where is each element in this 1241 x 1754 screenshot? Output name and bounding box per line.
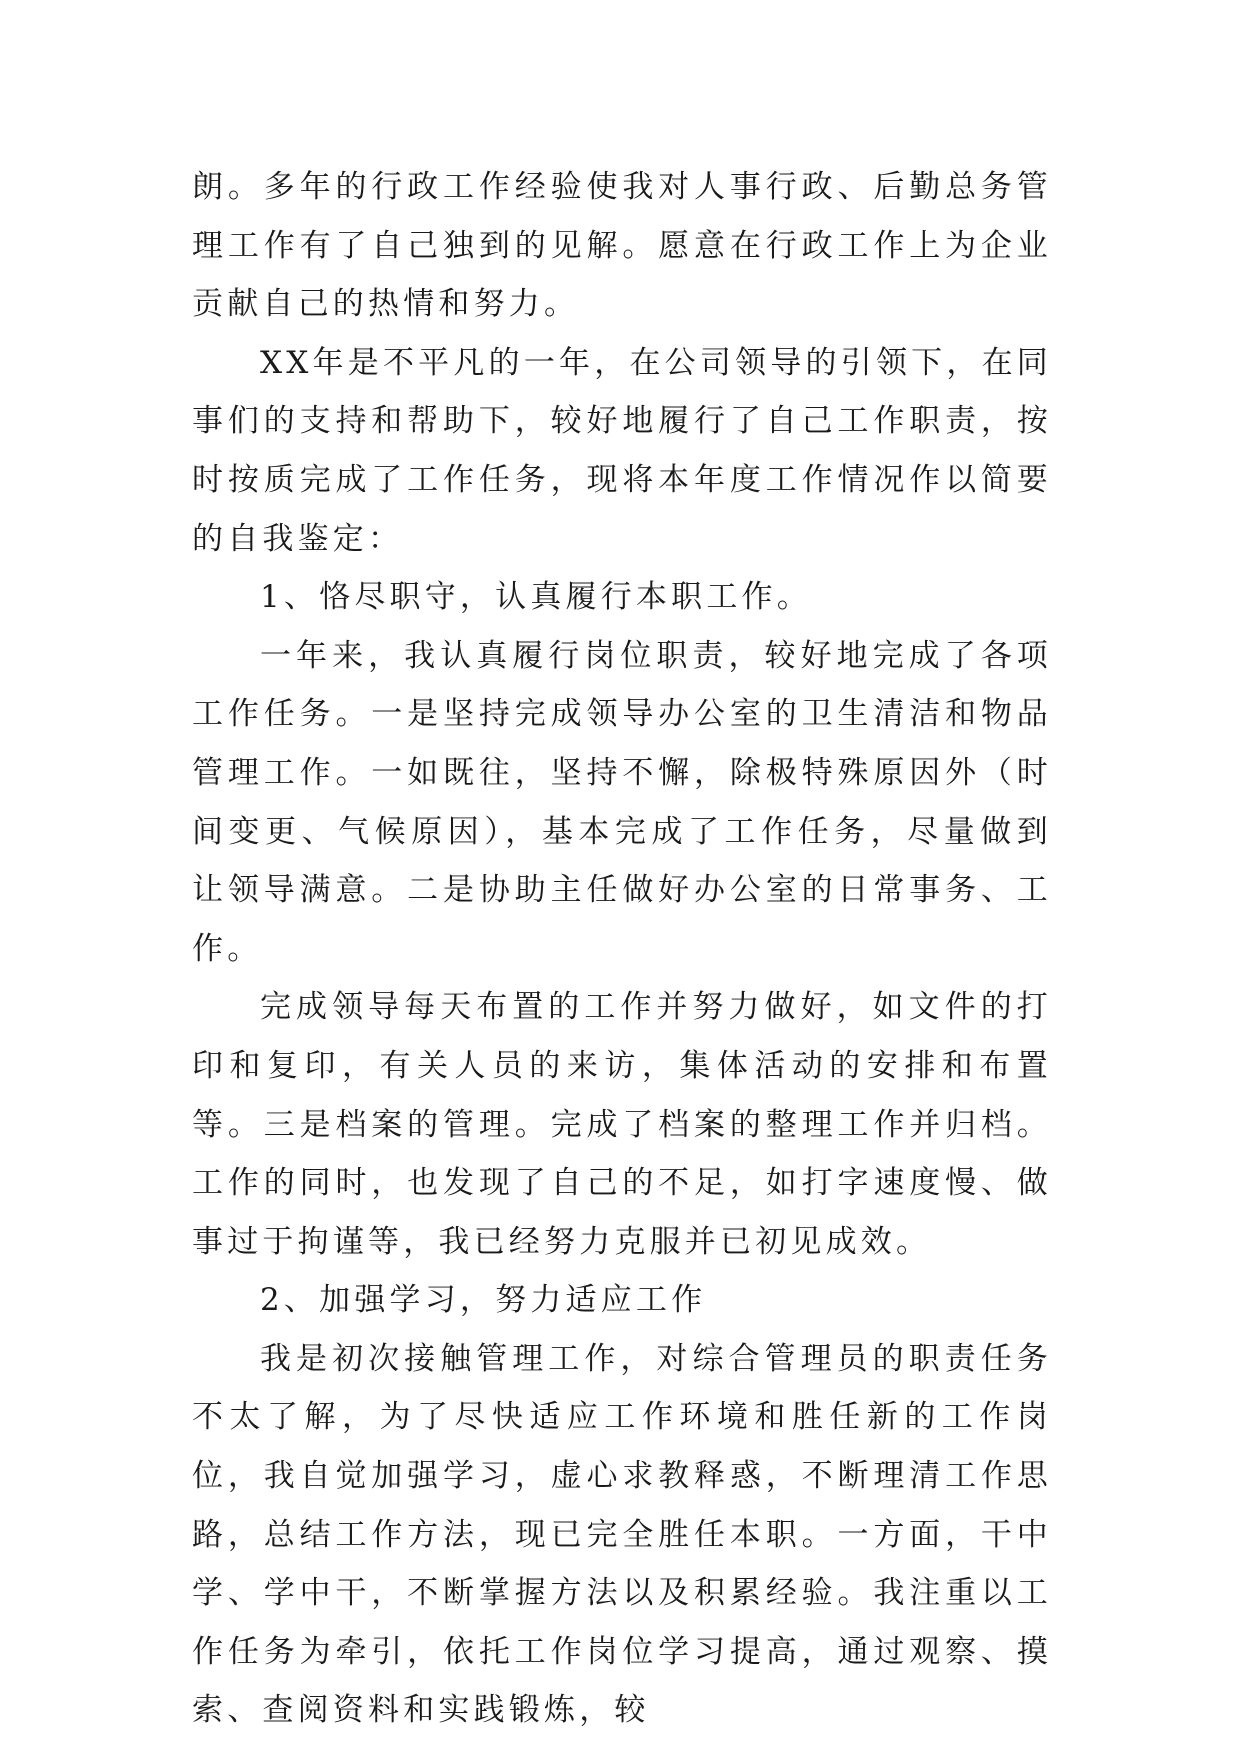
paragraph-2: XX年是不平凡的一年，在公司领导的引领下，在同事们的支持和帮助下，较好地履行了自己工作职责，按时按质完成了工作任务，现将本年度工作情况作以简要的自我鉴定： — [192, 344, 1052, 557]
paragraph-1: 朗。多年的行政工作经验使我对人事行政、后勤总务管理工作有了自己独到的见解。愿意在行政工作上为企业贡献自己的热情和努力。 — [192, 169, 1052, 323]
paragraph-5: 我是初次接触管理工作，对综合管理员的职责任务不太了解，为了尽快适应工作环境和胜任新的工作岗位，我自觉加强学习，虚心求教释惑，不断理清工作思路，总结工作方法，现已完全胜任本职。一方面，干中学、学中干，不断掌握方法以及积累经验。我注重以工作任务为牵引，依托工作岗位学习提高，通过观察、摸索、查阅资料和实践锻炼，较 — [192, 1340, 1052, 1729]
section-heading-1: 1、恪尽职守，认真履行本职工作。 — [260, 579, 812, 616]
document-body — [192, 158, 1052, 1740]
paragraph-3: 一年来，我认真履行岗位职责，较好地完成了各项工作任务。一是坚持完成领导办公室的卫生清洁和物品管理工作。一如既往，坚持不懈，除极特殊原因外（时间变更、气候原因），基本完成了工作任务，尽量做到让领导满意。二是协助主任做好办公室的日常事务、工作。 — [192, 637, 1052, 967]
section-heading-2: 2、加强学习，努力适应工作 — [260, 1282, 707, 1319]
paragraph-4: 完成领导每天布置的工作并努力做好，如文件的打印和复印，有关人员的来访，集体活动的安排和布置等。三是档案的管理。完成了档案的整理工作并归档。工作的同时，也发现了自己的不足，如打字速度慢、做事过于拘谨等，我已经努力克服并已初见成效。 — [192, 989, 1052, 1260]
